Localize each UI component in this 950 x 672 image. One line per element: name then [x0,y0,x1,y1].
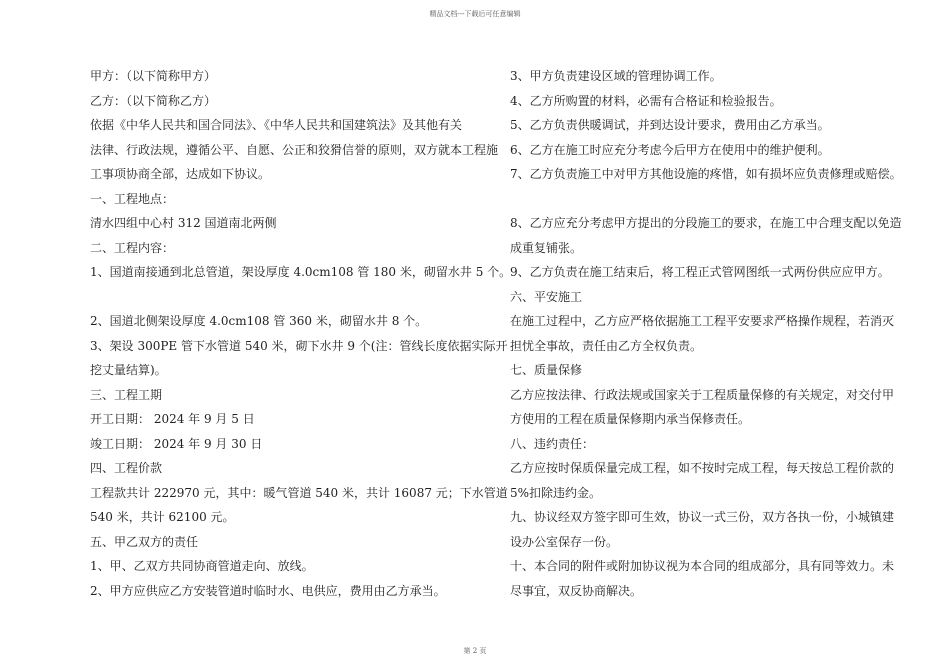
paragraph-r8 [510,211,902,260]
blank-line [90,285,468,310]
text-line: 5%扣除违约金。 [510,485,602,500]
text-line: 三、工程工期 [90,387,163,402]
paragraph-end [90,432,468,457]
page-header: 精品文档---下载后可任意编辑 [429,10,521,18]
paragraph-h1 [90,187,468,212]
paragraph-n10 [510,554,895,603]
text-line: 六、平安施工 [510,289,583,304]
text-line: 工事项协商全部，达成如下协议。 [90,167,271,181]
paragraph-breach [510,456,895,505]
text-line: 540 米，共计 62100 元。 [90,510,235,524]
text-line: 清水四组中心村 312 国道南北两侧 [90,216,277,230]
text-line: 开工日期： 2024 年 9 月 5 日 [90,412,255,426]
text-line: 成重复铺张。 [510,240,583,255]
paragraph-h6 [510,285,880,310]
text-line: 竣工日期： 2024 年 9 月 30 日 [90,436,263,451]
text-line: 尽事宜，双反协商解决。 [510,583,643,598]
paragraph-r4 [510,89,880,114]
text-line: 2、甲方应供应乙方安装管道时临时水、电供应，费用由乙方承当。 [90,583,446,598]
paragraph-price [90,481,508,530]
text-line: 在施工过程中，乙方应严格依据施工工程平安要求严格操作规程，若消灭 [510,314,895,328]
text-line: 1、国道南接通到北总管道，架设厚度 4.0cm108 管 180 米，砌留水井 5 个。 [90,265,512,279]
paragraph-r6 [510,138,880,163]
text-line: 8、乙方应充分考虑甲方提出的分段施工的要求，在施工中合理支配以免造 [510,216,902,230]
paragraph-h3 [90,383,468,408]
paragraph-yi [90,89,468,114]
paragraph-r1 [90,554,468,579]
text-line: 7、乙方负责施工中对甲方其他设施的疼惜，如有损坏应负责修理或赔偿。 [510,167,902,181]
right-column [510,64,902,603]
paragraph-intro [90,113,499,187]
left-column [90,64,512,603]
text-line: 方使用的工程在质量保修期内承当保修责任。 [510,412,751,426]
text-line: 2、国道北侧架设厚度 4.0cm108 管 360 米，砌留水井 8 个。 [90,314,428,328]
paragraph-loc [90,211,468,236]
text-line: 1、甲、乙双方共同协商管道走向、放线。 [90,559,314,573]
paragraph-r9 [510,260,890,285]
text-line: 挖丈量结算)。 [90,363,167,377]
paragraph-h7 [510,358,880,383]
paragraph-c1 [90,260,512,285]
text-line: 设办公室保存一份。 [510,534,619,549]
paragraph-r5 [510,113,880,138]
text-line: 七、质量保修 [510,363,583,377]
paragraph-h5 [90,530,468,555]
paragraph-r7 [510,162,902,187]
paragraph-qual [510,383,895,432]
text-line: 工程款共计 222970 元，其中：暖气管道 540 米，共计 16087 元；下水管道 [90,485,508,500]
text-line: 3、架设 300PE 管下水管道 540 米，砌下水井 9 个(注：管线长度依据实际开 [90,338,508,353]
paragraph-r3 [510,64,880,89]
text-line: 一、工程地点： [90,191,175,206]
text-line: 5、乙方负责供暖调试，并到达设计要求，费用由乙方承当。 [510,118,830,132]
text-line: 法律、行政法规，遵循公平、自愿、公正和狡猾信誉的原则，双方就本工程施 [90,142,499,157]
text-line: 八、违约责任： [510,436,595,451]
paragraph-c2 [90,309,468,334]
paragraph-n9 [510,505,895,554]
text-line: 五、甲乙双方的责任 [90,534,199,549]
page-number: 第 2 页 [463,647,487,655]
text-line: 甲方：（以下简称甲方） [90,69,217,83]
text-line: 四、工程价款 [90,461,163,475]
text-line: 十、本合同的附件或附加协议视为本合同的组成部分，具有同等效力。未 [510,559,895,573]
text-line: 6、乙方在施工时应充分考虑今后甲方在使用中的维护便利。 [510,142,830,157]
paragraph-c3 [90,334,508,383]
paragraph-start [90,407,468,432]
text-line: 9、乙方负责在施工结束后，将工程正式管网图纸一式两份供应应甲方。 [510,265,890,279]
blank-line [510,187,880,212]
text-line: 3、甲方负责建设区域的管理协调工作。 [510,69,722,83]
text-line: 二、工程内容： [90,240,175,255]
text-line: 担忧全事故，责任由乙方全权负责。 [510,338,703,353]
paragraph-h8 [510,432,880,457]
text-line: 4、乙方所购置的材料，必需有合格证和检验报告。 [510,93,782,108]
text-line: 九、协议经双方签字即可生效，协议一式三份，双方各执一份，小城镇建 [510,510,895,524]
paragraph-h2 [90,236,468,261]
paragraph-safe [510,309,895,358]
paragraph-h4 [90,456,468,481]
text-line: 依据《中华人民共和国合同法》、《中华人民共和国建筑法》及其他有关 [90,118,463,132]
paragraph-jia [90,64,468,89]
text-line: 乙方：（以下简称乙方） [90,93,217,108]
text-line: 乙方应按法律、行政法规或国家关于工程质量保修的有关规定，对交付甲 [510,387,895,402]
paragraph-r2 [90,579,468,604]
text-line: 乙方应按时保质保量完成工程，如不按时完成工程，每天按总工程价款的 [510,461,895,475]
